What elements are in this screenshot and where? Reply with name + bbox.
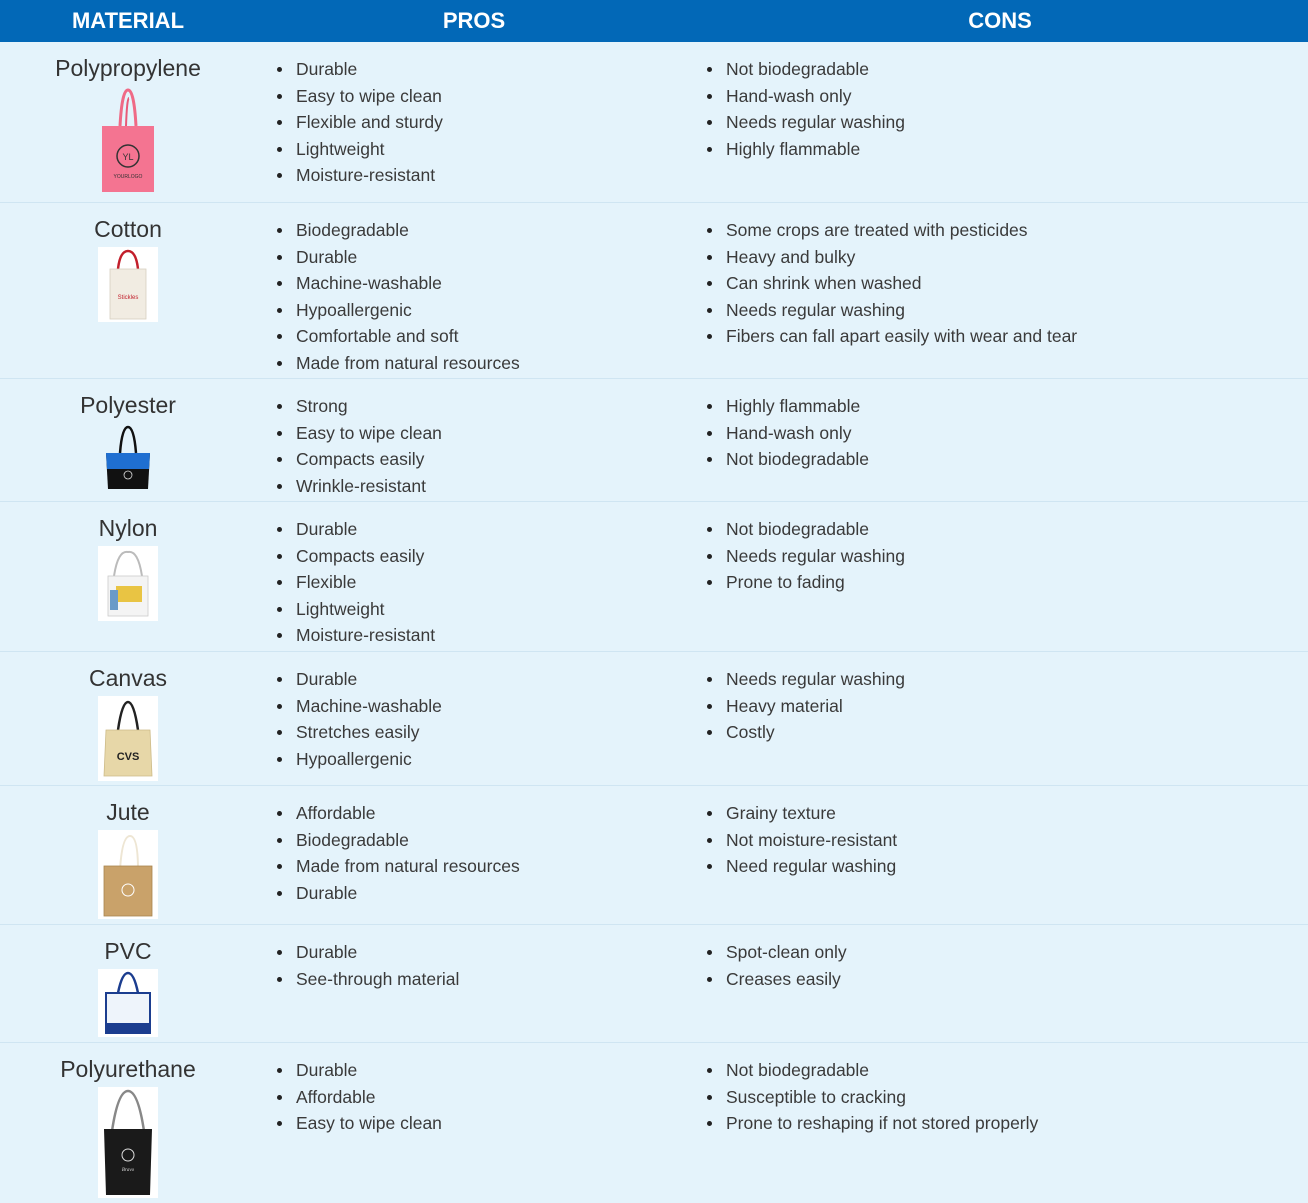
list-item: Strong [274,393,682,420]
list-item: Fibers can fall apart easily with wear and tear [704,323,1308,350]
list-item: Compacts easily [274,446,682,473]
list-item: Not biodegradable [704,446,1308,473]
table-row-polypropylene [0,42,1308,203]
material-name: Polyurethane [60,1056,196,1082]
pros-list [256,56,682,189]
list-item: Easy to wipe clean [274,420,682,447]
pros-list [256,393,682,499]
table-row-jute [0,786,1308,925]
list-item: Prone to fading [704,569,1308,596]
list-item: Needs regular washing [704,109,1308,136]
svg-text:Stickles: Stickles [117,295,139,301]
list-item: Moisture-resistant [274,162,682,189]
list-item: Durable [274,666,682,693]
table-row-nylon [0,502,1308,652]
material-name: Canvas [89,665,167,691]
pros-cell [256,54,682,202]
list-item: Durable [274,244,682,271]
list-item: Comfortable and soft [274,323,682,350]
list-item: Made from natural resources [274,853,682,880]
cons-list [682,939,1308,992]
list-item: Hand-wash only [704,83,1308,110]
list-item: Moisture-resistant [274,622,682,649]
cons-cell [682,664,1308,785]
table-row-canvas [0,652,1308,786]
list-item: Durable [274,880,682,907]
cons-cell [682,54,1308,202]
list-item: Heavy material [704,693,1308,720]
list-item: Hypoallergenic [274,746,682,773]
material-cell [0,391,256,501]
cons-list [682,393,1308,473]
list-item: Can shrink when washed [704,270,1308,297]
cons-list [682,516,1308,596]
list-item: Needs regular washing [704,543,1308,570]
pros-list [256,1057,682,1137]
pros-cell [256,798,682,924]
list-item: Needs regular washing [704,666,1308,693]
list-item: Costly [704,719,1308,746]
table-row-polyester [0,379,1308,502]
cons-list [682,666,1308,746]
list-item: Durable [274,939,682,966]
list-item: Wrinkle-resistant [274,473,682,500]
pros-list [256,666,682,772]
cons-cell [682,937,1308,1042]
table-row-pvc [0,925,1308,1043]
svg-text:Bravo: Bravo [121,1168,135,1173]
pros-cell [256,664,682,785]
svg-text:CVS: CVS [116,751,140,763]
nylon-bag-image [98,546,158,621]
list-item: Not biodegradable [704,516,1308,543]
polyester-bag-image [98,423,158,495]
list-item: Biodegradable [274,217,682,244]
material-cell [0,937,256,1042]
list-item: Some crops are treated with pesticides [704,217,1308,244]
header-material: MATERIAL [71,8,185,33]
cotton-bag-image [98,247,158,322]
list-item: Compacts easily [274,543,682,570]
material-name: Polypropylene [55,55,201,81]
cons-cell [682,215,1308,378]
list-item: Not moisture-resistant [704,827,1308,854]
svg-text:YOURLOGO: YOURLOGO [113,174,143,180]
pros-list [256,217,682,377]
cons-cell [682,1055,1308,1203]
cons-cell [682,798,1308,924]
list-item: Creases easily [704,966,1308,993]
jute-bag-image [98,830,158,919]
list-item: Biodegradable [274,827,682,854]
pros-cell [256,215,682,378]
list-item: Grainy texture [704,800,1308,827]
canvas-bag-image [98,696,158,781]
list-item: Hand-wash only [704,420,1308,447]
list-item: Susceptible to cracking [704,1084,1308,1111]
list-item: Highly flammable [704,393,1308,420]
pros-cell [256,391,682,501]
pros-cell [256,937,682,1042]
list-item: Lightweight [274,596,682,623]
list-item: Hypoallergenic [274,297,682,324]
cons-cell [682,514,1308,651]
cons-list [682,800,1308,880]
material-name: Polyester [80,392,176,418]
material-name: Cotton [94,216,162,242]
list-item: Durable [274,56,682,83]
list-item: Spot-clean only [704,939,1308,966]
list-item: Affordable [274,800,682,827]
material-cell [0,514,256,651]
list-item: Made from natural resources [274,350,682,377]
table-header [0,0,1308,42]
pros-cell [256,514,682,651]
list-item: Not biodegradable [704,56,1308,83]
svg-text:YL: YL [122,152,134,162]
material-name: PVC [104,938,152,964]
material-name: Nylon [98,515,158,541]
pros-cell [256,1055,682,1203]
list-item: Machine-washable [274,693,682,720]
cons-cell [682,391,1308,501]
material-name: Jute [106,799,150,825]
list-item: Prone to reshaping if not stored properly [704,1110,1308,1137]
pros-list [256,939,682,992]
material-cell [0,664,256,785]
list-item: Durable [274,1057,682,1084]
material-cell [0,215,256,378]
cons-list [682,217,1308,350]
list-item: Easy to wipe clean [274,1110,682,1137]
pros-list [256,800,682,906]
pros-list [256,516,682,649]
list-item: Not biodegradable [704,1057,1308,1084]
material-cell [0,1055,256,1203]
header-pros: PROS [442,8,506,33]
material-cell [0,798,256,924]
table-row-cotton [0,203,1308,379]
polyurethane-bag-image [98,1087,158,1198]
list-item: Needs regular washing [704,297,1308,324]
list-item: Stretches easily [274,719,682,746]
list-item: Durable [274,516,682,543]
list-item: See-through material [274,966,682,993]
header-cons: CONS [968,8,1032,33]
list-item: Easy to wipe clean [274,83,682,110]
list-item: Lightweight [274,136,682,163]
pvc-bag-image [98,969,158,1037]
material-cell [0,54,256,202]
list-item: Highly flammable [704,136,1308,163]
table-row-polyurethane [0,1043,1308,1203]
list-item: Heavy and bulky [704,244,1308,271]
list-item: Need regular washing [704,853,1308,880]
list-item: Machine-washable [274,270,682,297]
list-item: Flexible [274,569,682,596]
cons-list [682,1057,1308,1137]
list-item: Affordable [274,1084,682,1111]
cons-list [682,56,1308,162]
polypropylene-bag-image [98,86,158,194]
list-item: Flexible and sturdy [274,109,682,136]
